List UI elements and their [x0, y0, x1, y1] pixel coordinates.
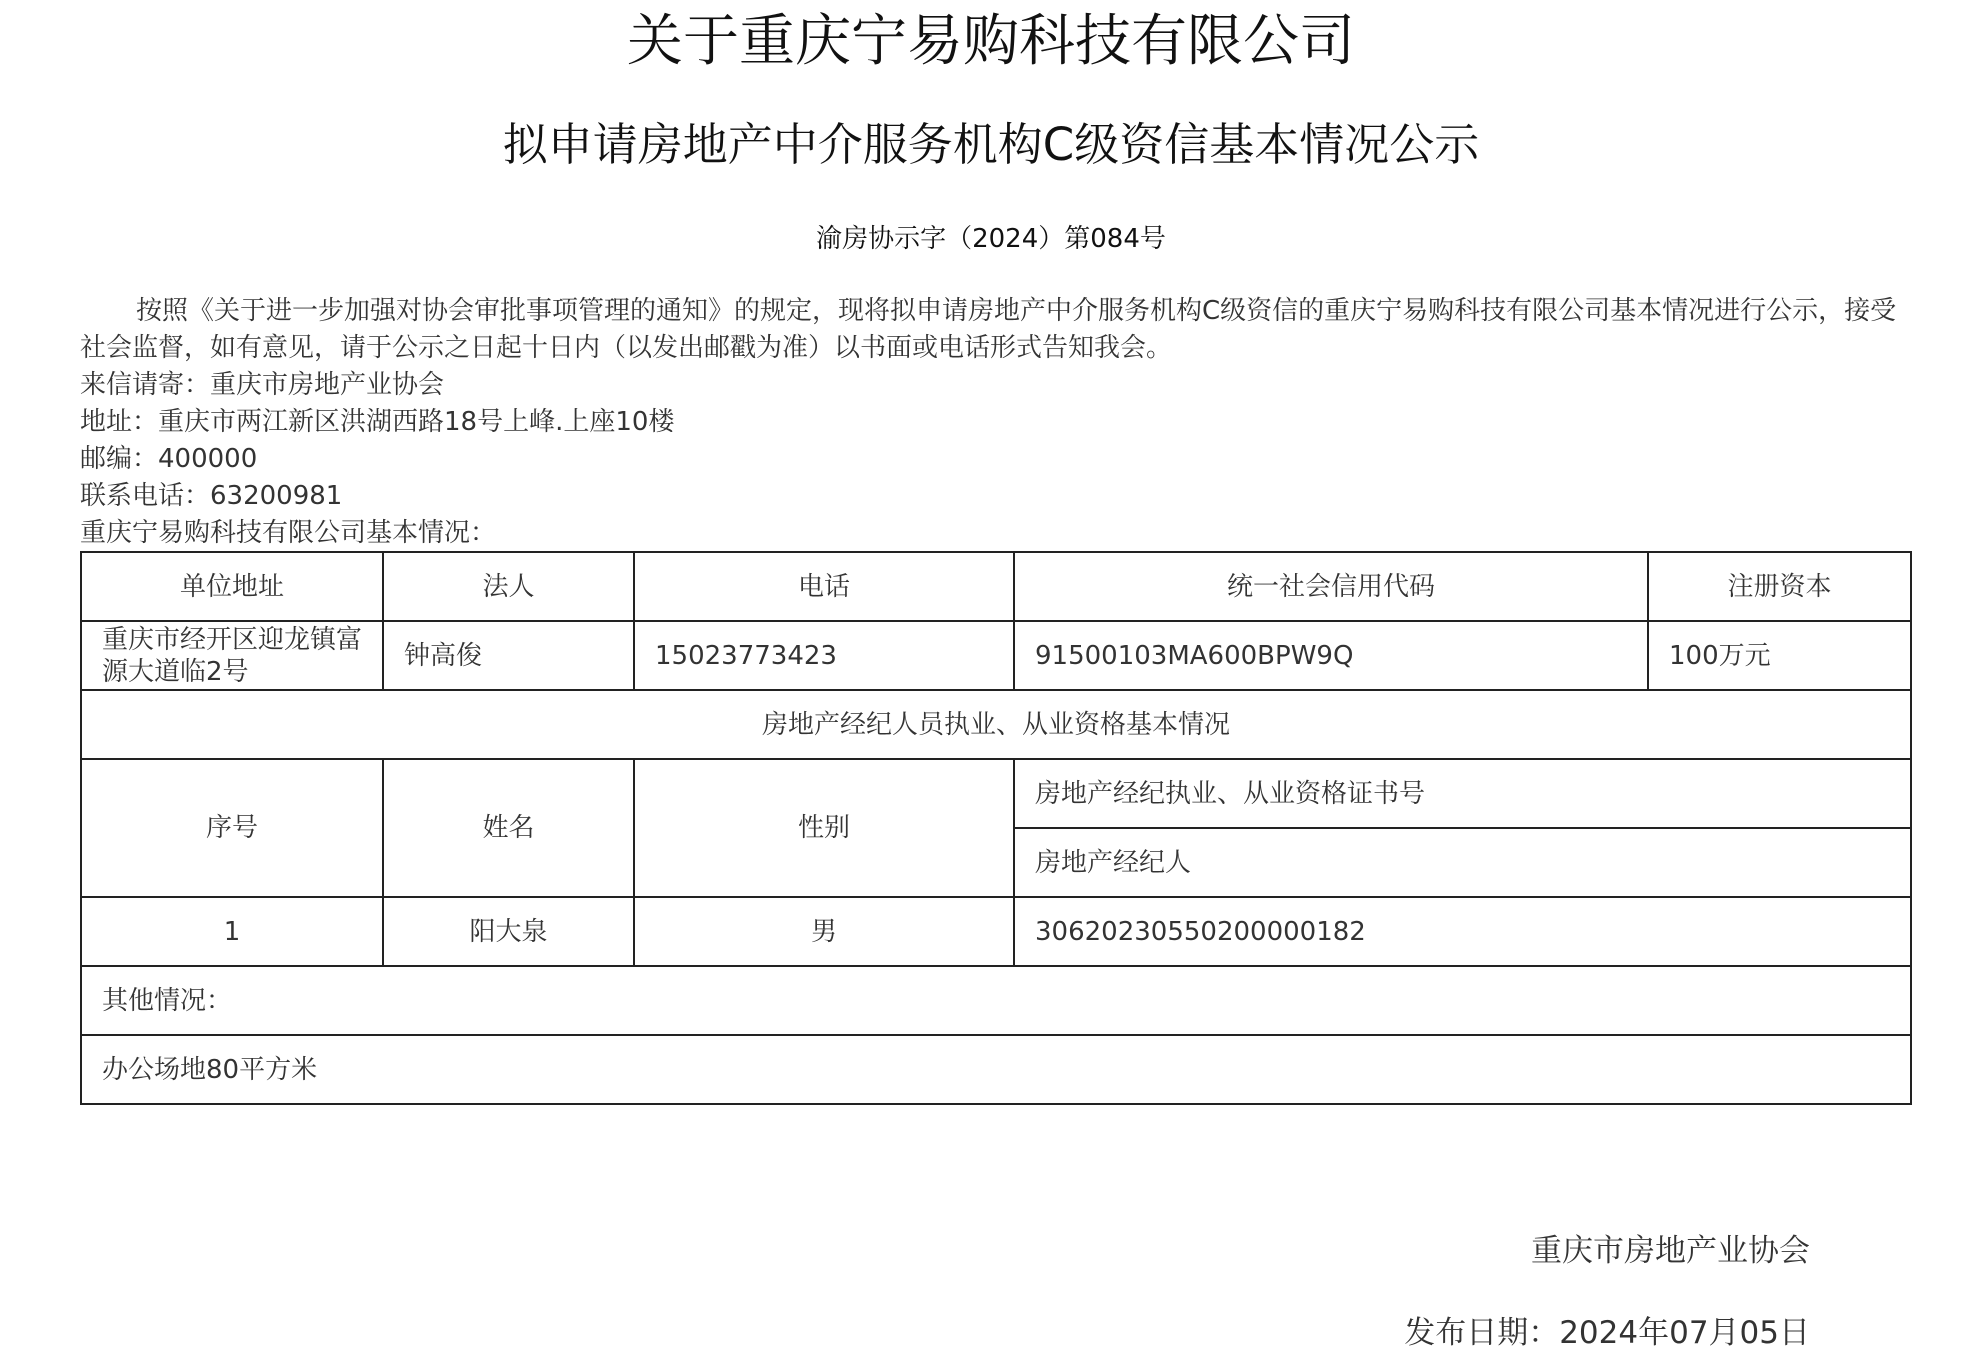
agent-gender: 男 [634, 897, 1014, 966]
agents-title-row [81, 690, 1911, 759]
company-legal-person: 钟高俊 [383, 621, 634, 690]
company-credit-code: 91500103MA600BPW9Q [1014, 621, 1648, 690]
doc-number: 渝房协示字（2024）第084号 [816, 224, 1166, 254]
other-label: 其他情况： [81, 966, 1911, 1035]
agent-header-row-1 [81, 759, 1911, 828]
mail-to: 来信请寄：重庆市房地产业协会 [80, 370, 445, 400]
company-row [81, 621, 1911, 690]
company-phone: 15023773423 [634, 621, 1014, 690]
info-table [80, 551, 1912, 1105]
header-legal-person: 法人 [383, 552, 634, 621]
header-seq: 序号 [81, 759, 383, 897]
other-label-row [81, 966, 1911, 1035]
agent-seq: 1 [81, 897, 383, 966]
header-address: 单位地址 [81, 552, 383, 621]
agent-name: 阳大泉 [383, 897, 634, 966]
company-capital: 100万元 [1648, 621, 1911, 690]
footer-org: 重庆市房地产业协会 [1531, 1233, 1810, 1269]
title-line1: 关于重庆宁易购科技有限公司 [627, 9, 1355, 74]
agents-title: 房地产经纪人员执业、从业资格基本情况 [81, 690, 1911, 759]
section-title: 重庆宁易购科技有限公司基本情况： [80, 518, 497, 548]
agent-row [81, 897, 1911, 966]
agent-cert: 30620230550200000182 [1014, 897, 1911, 966]
header-name: 姓名 [383, 759, 634, 897]
header-cert-no: 房地产经纪执业、从业资格证书号 [1014, 759, 1911, 828]
header-capital: 注册资本 [1648, 552, 1911, 621]
header-phone: 电话 [634, 552, 1014, 621]
phone: 联系电话：63200981 [80, 481, 343, 511]
company-address: 重庆市经开区迎龙镇富源大道临2号 [81, 621, 383, 690]
header-gender: 性别 [634, 759, 1014, 897]
header-cert-type: 房地产经纪人 [1014, 828, 1911, 897]
header-credit-code: 统一社会信用代码 [1014, 552, 1648, 621]
other-value-row [81, 1035, 1911, 1104]
title-line2: 拟申请房地产中介服务机构C级资信基本情况公示 [502, 118, 1480, 171]
footer-date: 发布日期：2024年07月05日 [1404, 1315, 1810, 1351]
other-value: 办公场地80平方米 [81, 1035, 1911, 1104]
header-row [81, 552, 1911, 621]
postcode: 邮编：400000 [80, 444, 258, 474]
address: 地址：重庆市两江新区洪湖西路18号上峰.上座10楼 [80, 407, 675, 437]
notice-paragraph: 按照《关于进一步加强对协会审批事项管理的通知》的规定，现将拟申请房地产中介服务机构C级资信的重庆宁易购科技有限公司基本情况进行公示，接受社会监督，如有意见，请于公示之日起十日内（以发出邮戳为准）以书面或电话形式告知我会。 [80, 296, 1897, 363]
